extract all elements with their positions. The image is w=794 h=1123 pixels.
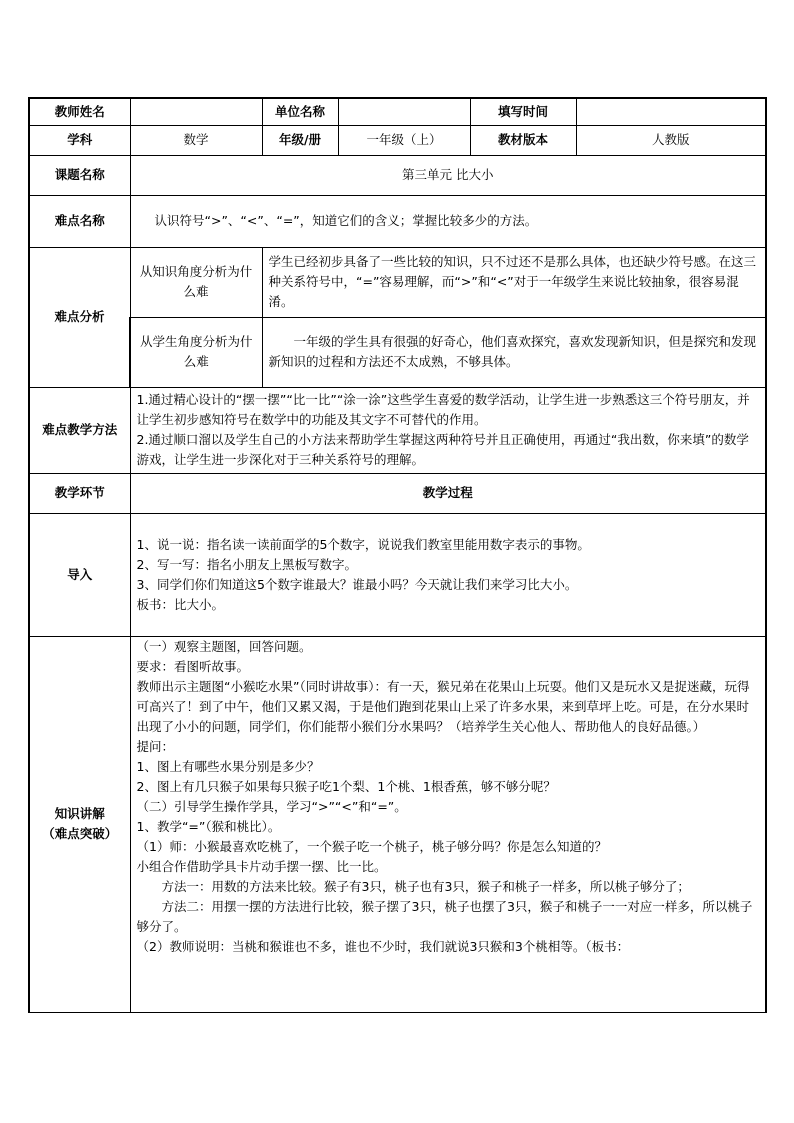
student-angle-label: 从学生角度分析为什么难 bbox=[130, 317, 262, 387]
intro-line: 2、写一写：指名小朋友上黑板写数字。 bbox=[136, 556, 357, 572]
analysis-student-row bbox=[29, 317, 766, 387]
analysis-label: 难点分析 bbox=[29, 247, 130, 387]
knowledge-row bbox=[29, 636, 766, 1012]
knowledge-line: 方法一：用数的方法来比较。猴子有3只，桃子也有3只，猴子和桃子一样多，所以桃子够分了； bbox=[161, 878, 690, 894]
edition-value: 人教版 bbox=[576, 125, 766, 155]
method-line-1: 1.通过精心设计的“摆一摆”“比一比”“涂一涂”这些学生喜爱的数学活动，让学生进一步熟悉这三个符号朋友，并让学生初步感知符号在数学中的功能及其文字不可替代的作用。 bbox=[136, 392, 750, 427]
knowledge-line: 小组合作借助学具卡片动手摆一摆、比一比。 bbox=[136, 858, 387, 874]
unit-name-label: 单位名称 bbox=[262, 98, 338, 125]
process-header-row bbox=[29, 473, 766, 513]
method-line-2: 2.通过顺口溜以及学生自己的小方法来帮助学生掌握这两种符号并且正确使用，再通过“我出数，你来填”的数学游戏，让学生进一步深化对于三种关系符号的理解。 bbox=[136, 432, 749, 467]
student-angle-text: 一年级的学生具有很强的好奇心，他们喜欢探究，喜欢发现新知识，但是探究和发现新知识的过程和方法还不太成熟，不够具体。 bbox=[262, 317, 766, 387]
teaching-step-label: 教学环节 bbox=[29, 473, 130, 513]
intro-line: 板书：比大小。 bbox=[136, 596, 225, 612]
knowledge-label-line-1: 知识讲解 bbox=[54, 806, 105, 821]
intro-label: 导入 bbox=[29, 513, 130, 636]
knowledge-line: 方法二：用摆一摆的方法进行比较，猴子摆了3只，桃子也摆了3只，猴子和桃子一一对应一样多，所以桃子够分了。 bbox=[136, 898, 753, 934]
edition-label: 教材版本 bbox=[470, 125, 576, 155]
lesson-title-row bbox=[29, 155, 766, 195]
knowledge-line: 1、教学“=”（猴和桃比）。 bbox=[136, 818, 281, 834]
knowledge-line: 提问： bbox=[136, 738, 175, 754]
fill-date-label: 填写时间 bbox=[470, 98, 576, 125]
subject-label: 学科 bbox=[29, 125, 130, 155]
grade-label: 年级/册 bbox=[262, 125, 338, 155]
intro-line: 3、同学们你们知道这5个数字谁最大？谁最小吗？今天就让我们来学习比大小。 bbox=[136, 576, 578, 592]
knowledge-angle-text: 学生已经初步具备了一些比较的知识，只不过还不是那么具体，也还缺少符号感。在这三种关系符号中，“=”容易理解，而“>”和“<”对于一年级学生来说比较抽象，很容易混淆。 bbox=[262, 247, 766, 317]
lesson-plan-table bbox=[28, 97, 767, 1013]
method-row bbox=[29, 387, 766, 473]
fill-date-value[interactable] bbox=[576, 98, 766, 125]
difficulty-value: 认识符号“>”、“<”、“=”，知道它们的含义；掌握比较多少的方法。 bbox=[130, 195, 766, 247]
knowledge-label-line-2: （难点突破） bbox=[42, 826, 118, 841]
teacher-name-label: 教师姓名 bbox=[29, 98, 130, 125]
header-row-1 bbox=[29, 98, 766, 125]
lesson-title-value: 第三单元 比大小 bbox=[130, 155, 766, 195]
knowledge-content bbox=[130, 636, 766, 1012]
knowledge-line: （2）教师说明：当桃和猴谁也不多，谁也不少时，我们就说3只猴和3个桃相等。（板书： bbox=[136, 938, 630, 954]
knowledge-line: （一）观察主题图，回答问题。 bbox=[136, 638, 312, 654]
lesson-title-label: 课题名称 bbox=[29, 155, 130, 195]
knowledge-line: 1、图上有哪些水果分别是多少？ bbox=[136, 758, 320, 774]
teacher-name-value[interactable] bbox=[130, 98, 262, 125]
difficulty-row bbox=[29, 195, 766, 247]
header-row-2 bbox=[29, 125, 766, 155]
analysis-knowledge-row bbox=[29, 247, 766, 317]
teaching-process-label: 教学过程 bbox=[130, 473, 766, 513]
intro-content bbox=[130, 513, 766, 636]
knowledge-label bbox=[29, 636, 130, 1012]
intro-line: 1、说一说：指名读一读前面学的5个数字，说说我们教室里能用数字表示的事物。 bbox=[136, 536, 590, 552]
knowledge-line: （二）引导学生操作学具，学习“>”“<”和“=”。 bbox=[136, 798, 407, 814]
method-label: 难点教学方法 bbox=[29, 387, 130, 473]
method-text bbox=[130, 387, 766, 473]
grade-value: 一年级（上） bbox=[338, 125, 470, 155]
unit-name-value[interactable] bbox=[338, 98, 470, 125]
intro-row bbox=[29, 513, 766, 636]
knowledge-line: 教师出示主题图“小猴吃水果”（同时讲故事）：有一天，猴兄弟在花果山上玩耍。他们又是玩水又是捉迷藏，玩得可高兴了！到了中午，他们又累又渴，于是他们跑到花果山上采了许多水果，来到草坪上吃。可是，在分水果时出现了小小的问题，同学们，你们能帮小猴们分水果吗？（培养学生关心他人、帮助他人的良好品德。） bbox=[136, 678, 750, 734]
knowledge-line: 2、图上有几只猴子如果每只猴子吃1个梨、1个桃、1根香蕉，够不够分呢？ bbox=[136, 778, 556, 794]
knowledge-line: （1）师：小猴最喜欢吃桃了，一个猴子吃一个桃子，桃子够分吗？你是怎么知道的？ bbox=[136, 838, 607, 854]
difficulty-label: 难点名称 bbox=[29, 195, 130, 247]
knowledge-angle-label: 从知识角度分析为什么难 bbox=[130, 247, 262, 317]
subject-value: 数学 bbox=[130, 125, 262, 155]
knowledge-line: 要求：看图听故事。 bbox=[136, 658, 250, 674]
